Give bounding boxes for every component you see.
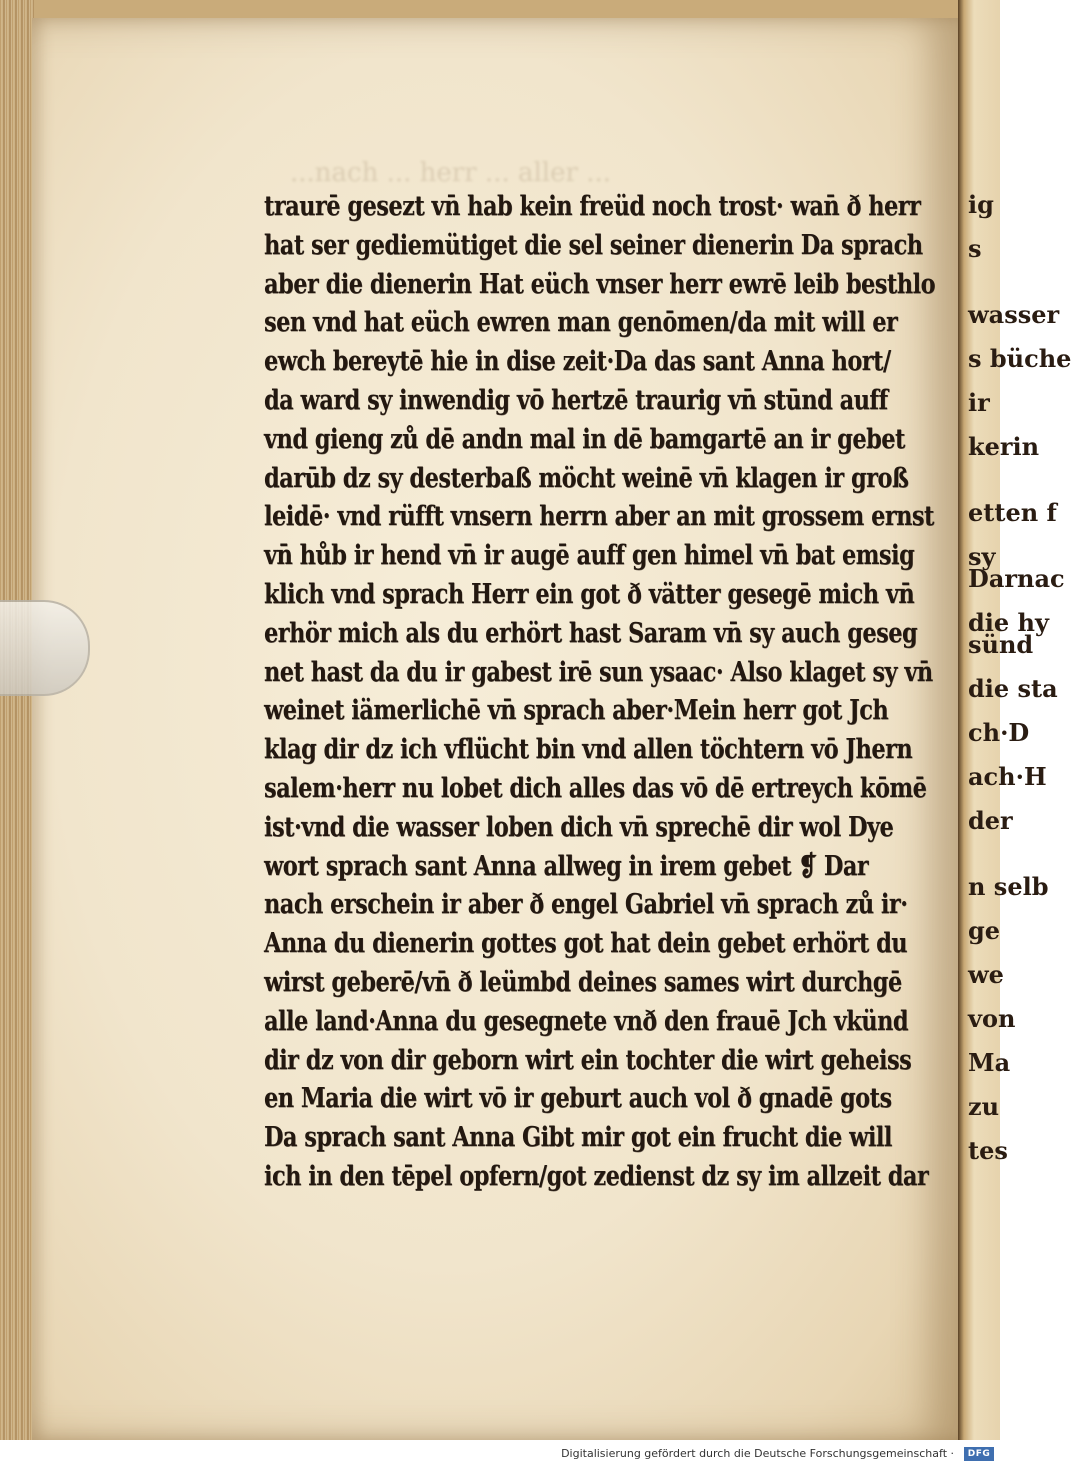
facing-page-fragment: etten f [968, 498, 1057, 527]
facing-page-fragment: ir [968, 388, 990, 417]
facing-page-fragment: kerin [968, 432, 1040, 461]
text-line: Anna du dienerin gottes got hat dein gebet erhört du [264, 928, 908, 960]
funding-credit: Digitalisierung gefördert durch die Deutsche Forschungsgemeinschaft · [561, 1447, 954, 1460]
facing-page-fragment: sünd [968, 630, 1034, 659]
facing-page-fragment: ch·D [968, 718, 1030, 747]
text-line: Da sprach sant Anna Gibt mir got ein frucht die will [264, 1122, 892, 1154]
text-line: da ward sy inwendig vō hertzē traurig vn̄ stūnd auff [264, 384, 888, 416]
text-line: nach erschein ir aber ð engel Gabriel vn̄ sprach zů ir· [264, 889, 908, 921]
page-clip [0, 600, 90, 696]
text-line: dir dz von dir geborn wirt ein tochter die wirt geheiss [264, 1044, 912, 1076]
facing-page-fragment: Darnac [968, 564, 1065, 593]
facing-page-fragment: ge [968, 916, 1001, 945]
book-page [32, 18, 958, 1440]
text-line: wort sprach sant Anna allweg in irem gebet ❡ Dar [264, 850, 869, 882]
bleed-through-text: ...nach ... herr ... aller ... [290, 158, 611, 188]
facing-page-fragment: ig [968, 190, 994, 219]
text-line: klich vnd sprach Herr ein got ð vätter gesegē mich vn̄ [264, 578, 915, 610]
text-line: erhör mich als du erhört hast Saram vn̄ sy auch geseg [264, 617, 918, 649]
page-text-block [264, 188, 944, 1197]
text-line: en Maria die wirt vō ir geburt auch vol ð gnadē gots [264, 1083, 892, 1115]
text-line: net hast da du ir gabest irē sun ysaac· Also klaget sy vn̄ [264, 656, 933, 688]
text-line: vnd gieng zů dē andn mal in dē bamgartē an ir gebet [264, 423, 905, 455]
text-line: ich in den tēpel opfern/got zedienst dz sy im allzeit dar [264, 1160, 929, 1192]
facing-page-fragment: we [968, 960, 1004, 989]
text-line: weinet iämerlichē vn̄ sprach aber·Mein herr got Jch [264, 695, 889, 727]
text-line: hat ser gediemütiget die sel seiner dienerin Da sprach [264, 229, 923, 261]
facing-page-fragment: ach·H [968, 762, 1047, 791]
text-line: ewch bereytē hie in dise zeit·Da das sant Anna hort/ [264, 346, 891, 378]
text-line: vn̄ hůb ir hend vn̄ ir augē auff gen himel vn̄ bat emsig [264, 540, 915, 572]
facing-page-fragment: tes [968, 1136, 1008, 1165]
text-line: leidē· vnd rüfft vnsern herrn aber an mit grossem ernst [264, 501, 934, 533]
facing-page-fragment: n selb [968, 872, 1049, 901]
text-line: darūb dz sy desterbaß möcht weinē vn̄ klagen ir groß [264, 462, 909, 494]
dfg-logo: DFG [964, 1447, 994, 1461]
text-line: alle land·Anna du gesegnete vnð den frauē Jch vkünd [264, 1005, 909, 1037]
facing-page-fragment: die hy [968, 608, 1049, 637]
facing-page-fragment: sy [968, 542, 996, 571]
text-line: traurē gesezt vn̄ hab kein freüd noch trost· wan̄ ð herr [264, 191, 921, 222]
text-line: sen vnd hat eüch ewren man genōmen/da mit will er [264, 307, 898, 339]
facing-page-fragment: von [968, 1004, 1016, 1033]
text-line: aber die dienerin Hat eüch vnser herr ewrē leib besthlo [264, 268, 936, 300]
text-line: klag dir dz ich vflücht bin vnd allen töchtern vō Jhern [264, 734, 913, 766]
facing-page-fragment: zu [968, 1092, 1000, 1121]
facing-page-fragment: wasser [968, 300, 1060, 329]
facing-page-fragment: s büche [968, 344, 1071, 373]
text-line: salem·herr nu lobet dich alles das vō dē ertreych kōmē [264, 772, 927, 804]
facing-page-edge [958, 0, 1071, 1440]
text-line: wirst geberē/vn̄ ð leümbd deines sames wirt durchgē [264, 966, 902, 998]
facing-page-fragment: der [968, 806, 1013, 835]
text-line: ist·vnd die wasser loben dich vn̄ sprechē dir wol Dye [264, 811, 894, 843]
facing-page-fragment: s [968, 234, 982, 263]
facing-page-fragment: Ma [968, 1048, 1011, 1077]
book-left-edge [0, 0, 34, 1440]
footer-bar [0, 1440, 1000, 1469]
facing-page-fragment: die sta [968, 674, 1058, 703]
